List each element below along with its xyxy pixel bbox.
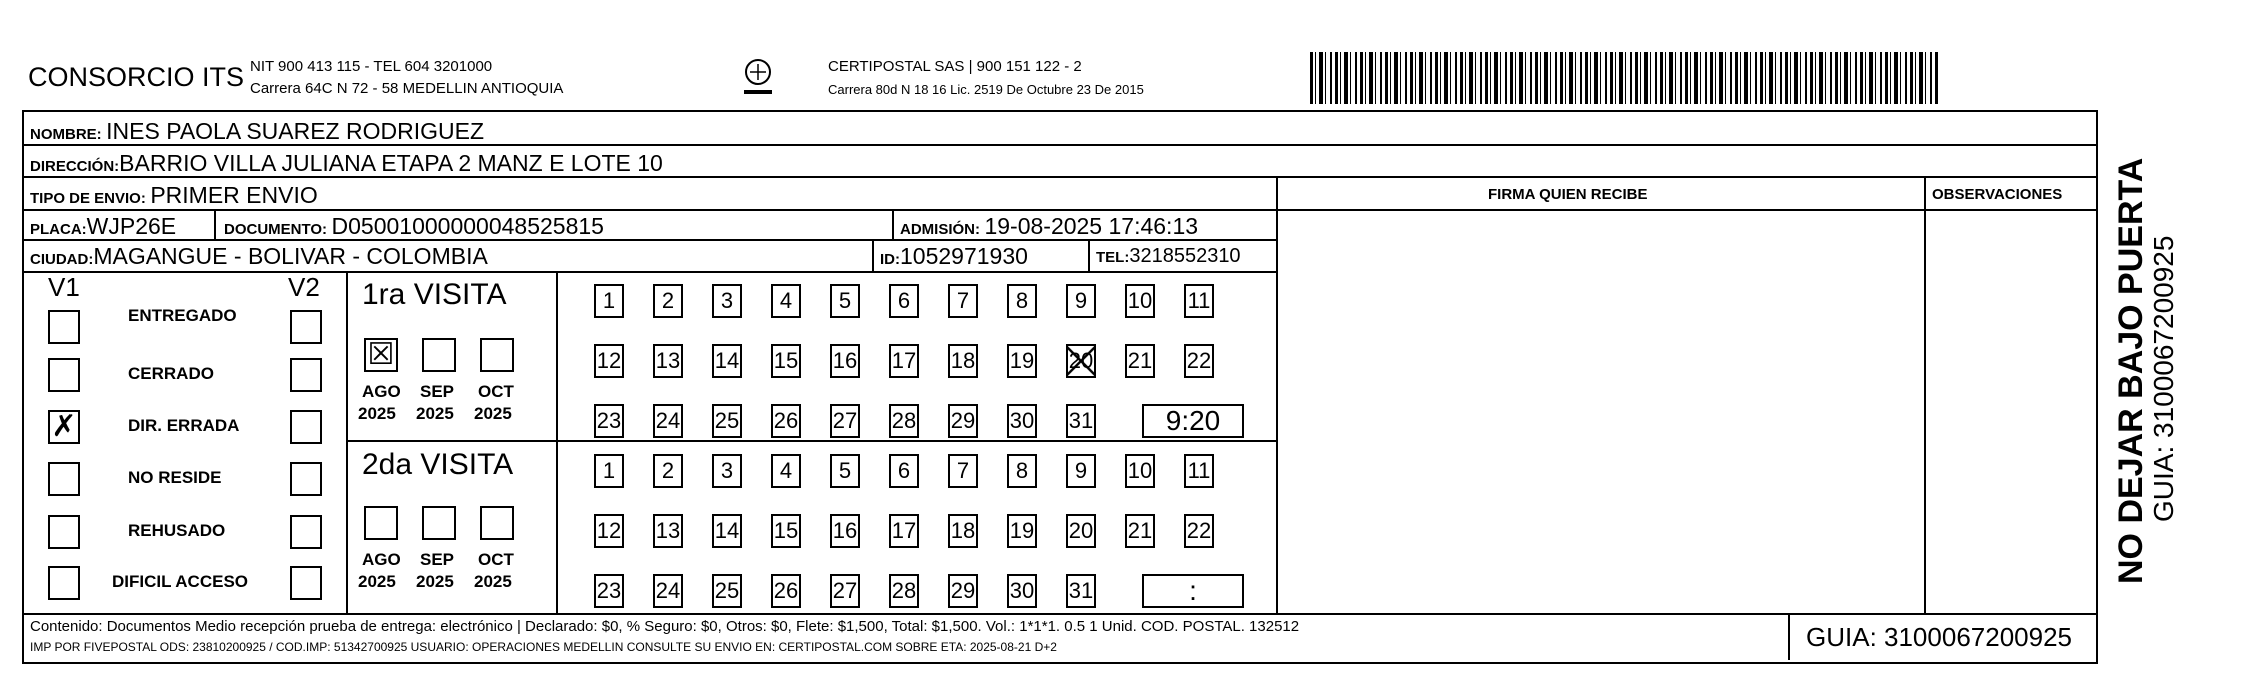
day-box[interactable]: 1 [594,284,624,318]
month-checkbox[interactable] [422,338,456,372]
admision: 19-08-2025 17:46:13 [984,213,1199,239]
day-box[interactable]: 3 [712,454,742,488]
year-label: 2025 [358,572,396,591]
documento-label: DOCUMENTO: [224,221,328,238]
recipient-id: 1052971930 [900,243,1028,269]
nombre-label: NOMBRE: [30,126,102,143]
day-box[interactable]: 23 [594,574,624,608]
year-label: 2025 [358,404,396,423]
day-box[interactable]: 27 [830,404,860,438]
v1-checkbox[interactable]: ✗ [48,410,80,444]
time-field[interactable]: 9:20 [1142,404,1244,438]
tipo-envio: PRIMER ENVIO [150,182,318,208]
day-box[interactable]: 8 [1007,454,1037,488]
v2-checkbox[interactable] [290,462,322,496]
day-box[interactable]: 13 [653,344,683,378]
day-box[interactable]: 11 [1184,284,1214,318]
barcode [1310,52,1940,104]
status-label: DIR. ERRADA [128,416,240,435]
day-box[interactable]: 6 [889,284,919,318]
year-label: 2025 [416,404,454,423]
day-box[interactable]: 23 [594,404,624,438]
v1-checkbox[interactable] [48,310,80,344]
day-box[interactable]: 16 [830,344,860,378]
recipient-tel: 3218552310 [1129,245,1241,267]
admision-label: ADMISIÓN: [900,221,980,238]
v2-checkbox[interactable] [290,310,322,344]
company-address: Carrera 64C N 72 - 58 MEDELLIN ANTIOQUIA [250,80,564,97]
day-box[interactable]: 2 [653,284,683,318]
day-box[interactable]: 27 [830,574,860,608]
month-checkbox[interactable]: ☒ [364,338,398,372]
placa-label: PLACA: [30,221,87,238]
day-box[interactable]: 10 [1125,284,1155,318]
day-box[interactable]: 14 [712,344,742,378]
v2-checkbox[interactable] [290,358,322,392]
placa: WJP26E [86,213,177,239]
day-box[interactable]: 19 [1007,344,1037,378]
v1-checkbox[interactable] [48,358,80,392]
day-box[interactable]: 26 [771,574,801,608]
day-box[interactable]: 25 [712,404,742,438]
day-box[interactable]: 21 [1125,514,1155,548]
day-box[interactable]: 4 [771,454,801,488]
day-box[interactable]: 22 [1184,344,1214,378]
month-checkbox[interactable] [422,506,456,540]
day-box[interactable]: 28 [889,404,919,438]
day-box[interactable]: 10 [1125,454,1155,488]
no-dejar-warning: NO DEJAR BAJO PUERTA [2112,157,2150,584]
day-box[interactable]: 6 [889,454,919,488]
day-box[interactable]: 30 [1007,574,1037,608]
firma-label: FIRMA QUIEN RECIBE [1488,186,1648,203]
day-box[interactable]: 26 [771,404,801,438]
v1-checkbox[interactable] [48,515,80,549]
month-checkbox[interactable] [480,506,514,540]
id-label: ID: [880,251,900,268]
day-box[interactable]: 7 [948,454,978,488]
day-box[interactable]: 14 [712,514,742,548]
day-box[interactable]: 12 [594,344,624,378]
day-box[interactable]: 13 [653,514,683,548]
month-checkbox[interactable] [364,506,398,540]
day-box[interactable]: 11 [1184,454,1214,488]
month-label: SEP [420,550,455,569]
v2-checkbox[interactable] [290,410,322,444]
day-box[interactable]: 25 [712,574,742,608]
v2-label: V2 [288,272,320,302]
observaciones-label: OBSERVACIONES [1932,186,2063,203]
first-visit-title: 1ra VISITA [362,278,507,311]
day-box[interactable]: 21 [1125,344,1155,378]
certipostal-info: CERTIPOSTAL SAS | 900 151 122 - 2 [828,58,1082,75]
month-checkbox[interactable] [480,338,514,372]
month-label: AGO [362,382,401,401]
delivery-form [22,110,2098,664]
ciudad: MAGANGUE - BOLIVAR - COLOMBIA [93,243,488,269]
day-box[interactable]: 1 [594,454,624,488]
month-label: SEP [420,382,455,401]
direccion-label: DIRECCIÓN: [30,158,120,175]
day-box[interactable]: 18 [948,344,978,378]
footer-meta: IMP POR FIVEPOSTAL ODS: 23810200925 / COD.IMP: 51342700925 USUARIO: OPERACIONES MEDELLIN CONSULTE SU ENVIO EN: CERTIPOSTAL.COM SOBRE ETA: 2025-08-21 D+2 [30,640,1057,654]
year-label: 2025 [474,572,512,591]
recipient-address: BARRIO VILLA JULIANA ETAPA 2 MANZ E LOTE 10 [119,150,663,176]
time-field[interactable]: : [1142,574,1244,608]
side-guia: GUIA: 3100067200925 [2148,235,2179,522]
certipostal-license: Carrera 80d N 18 16 Lic. 2519 De Octubre 23 De 2015 [828,82,1144,97]
day-box[interactable]: 29 [948,574,978,608]
day-box[interactable]: 30 [1007,404,1037,438]
tipo-envio-label: TIPO DE ENVIO: [30,190,146,207]
status-label: ENTREGADO [128,306,237,325]
certipostal-logo-icon [736,56,780,100]
day-box[interactable]: 17 [889,514,919,548]
day-box[interactable]: 16 [830,514,860,548]
day-box[interactable]: 4 [771,284,801,318]
day-box[interactable]: 31 [1066,574,1096,608]
day-box[interactable]: 2 [653,454,683,488]
day-box[interactable]: 22 [1184,514,1214,548]
status-label: CERRADO [128,364,214,383]
day-box[interactable]: 9 [1066,454,1096,488]
status-label: DIFICIL ACCESO [112,572,249,591]
day-box[interactable]: 20 [1066,514,1096,548]
day-box[interactable]: 12 [594,514,624,548]
footer-content: Contenido: Documentos Medio recepción prueba de entrega: electrónico | Declarado: $0, % Seguro: $0, Otros: $0, Flete: $1,500, Total: $1,500. Vol.: 1*1*1. 0.5 1 Unid. COD. POSTAL. 132512 [30,618,1300,635]
v2-checkbox[interactable] [290,566,322,600]
tel-label: TEL: [1096,249,1130,266]
v1-checkbox[interactable] [48,566,80,600]
ciudad-label: CIUDAD: [30,251,94,268]
day-box[interactable]: 19 [1007,514,1037,548]
status-label: REHUSADO [128,521,226,540]
day-box[interactable]: 7 [948,284,978,318]
month-label: AGO [362,550,401,569]
day-box[interactable]: 24 [653,574,683,608]
day-box[interactable]: 18 [948,514,978,548]
month-label: OCT [478,550,514,569]
second-visit-title: 2da VISITA [362,448,514,481]
status-label: NO RESIDE [128,468,222,487]
v2-checkbox[interactable] [290,515,322,549]
day-box[interactable]: 5 [830,284,860,318]
v1-label: V1 [48,272,80,302]
v1-checkbox[interactable] [48,462,80,496]
company-name: CONSORCIO ITS [28,62,245,92]
day-box[interactable]: 9 [1066,284,1096,318]
day-box[interactable]: 5 [830,454,860,488]
day-box[interactable]: 28 [889,574,919,608]
company-nit: NIT 900 413 115 - TEL 604 3201000 [250,58,493,75]
day-box[interactable]: 24 [653,404,683,438]
footer-guia: GUIA: 3100067200925 [1806,622,2072,652]
year-label: 2025 [474,404,512,423]
year-label: 2025 [416,572,454,591]
day-box[interactable]: 20 [1066,344,1096,378]
day-box[interactable]: 29 [948,404,978,438]
recipient-name: INES PAOLA SUAREZ RODRIGUEZ [106,118,484,144]
documento: D05001000000048525815 [331,213,604,239]
day-box[interactable]: 15 [771,514,801,548]
day-box[interactable]: 31 [1066,404,1096,438]
month-label: OCT [478,382,514,401]
day-box[interactable]: 8 [1007,284,1037,318]
day-box[interactable]: 3 [712,284,742,318]
day-box[interactable]: 15 [771,344,801,378]
day-box[interactable]: 17 [889,344,919,378]
